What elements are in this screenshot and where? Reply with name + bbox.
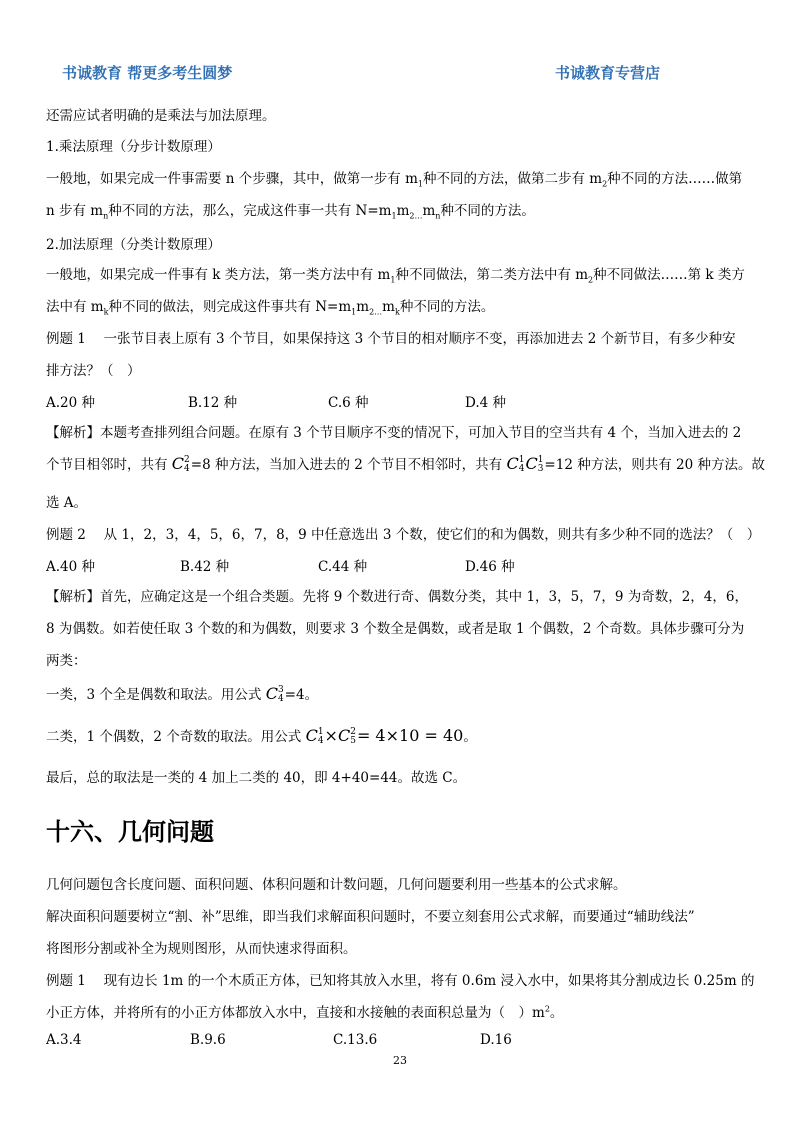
- option: D.46 种: [465, 559, 515, 575]
- text-line: 8 为偶数。如若使任取 3 个数的和为偶数，则要求 3 个数全是偶数，或者是取 1 个偶数，2 个奇数。具体步骤可分为: [46, 621, 745, 637]
- option: B.12 种: [188, 395, 238, 411]
- text-line: 例题 1 现有边长 1m 的一个木质正方体，已知将其放入水里，将有 0.6m 浸入水中，如果将其分割成边长 0.25m 的: [46, 973, 755, 989]
- section-title: 十六、几何问题: [46, 818, 214, 846]
- text-line: 【解析】本题考查排列组合问题。在原有 3 个节目顺序不变的情况下，可加入节目的空当共有 4 个，当加入进去的 2: [46, 425, 742, 441]
- formula: C 3 4: [265, 684, 284, 704]
- text-line: 个节目相邻时，共有 C 2 4 =8 种方法，当加入进去的 2 个节目不相邻时，共有 C 1 4 C 1 3 =12 种方法，则共有 20 种方法。故: [46, 454, 765, 474]
- option: A.40 种: [46, 559, 96, 575]
- text-line: 选 A。: [46, 495, 88, 511]
- text-line: 例题 2 从 1，2，3，4，5，6，7，8，9 中任意选出 3 个数，使它们的和为偶数，则共有多少种不同的选法？（ ）: [46, 527, 761, 543]
- formula: C 1 4 ×C 2 5 = 4×10 = 40: [305, 726, 464, 746]
- text-line: 【解析】首先，应确定这是一个组合类题。先将 9 个数进行奇、偶数分类，其中 1，3，5，7，9 为奇数，2，4，6，: [46, 589, 748, 605]
- option: D.16: [480, 1032, 512, 1048]
- text-line: 二类，1 个偶数，2 个奇数的取法。用公式 C 1 4 ×C 2 5 = 4×10 = 40。: [46, 726, 477, 746]
- text-line: 1.乘法原理（分步计数原理）: [46, 139, 221, 155]
- text-line: 2.加法原理（分类计数原理）: [46, 237, 221, 253]
- formula: C 1 4 C 1 3: [506, 454, 544, 474]
- option: D.4 种: [465, 395, 507, 411]
- text-line: n 步有 $m_n$种不同的方法，那么，完成这件事一共有 $N=m_1m_{2\dots}m_n$种不同的方法。: [46, 203, 535, 221]
- text-line: 一般地，如果完成一件事需要 n 个步骤，其中，做第一步有 $m_1$种不同的方法，做第二步有 $m_2$种不同的方法……做第: [46, 171, 743, 189]
- text-line: 排方法？（ ）: [46, 363, 141, 379]
- formula: C 2 4: [171, 454, 190, 474]
- option: A.20 种: [46, 395, 96, 411]
- option: C.13.6: [333, 1032, 378, 1048]
- text-line: 小正方体，并将所有的小正方体都放入水中，直接和水接触的表面积总量为（ ）$m^2$。: [46, 1004, 564, 1021]
- option: A.3.4: [46, 1032, 82, 1048]
- text-line: 一般地，如果完成一件事有 k 类方法，第一类方法中有 $m_1$种不同做法，第二类方法中有 $m_2$种不同做法……第 k 类方: [46, 267, 745, 285]
- option: C.44 种: [318, 559, 368, 575]
- option: B.42 种: [180, 559, 230, 575]
- page-number: 23: [393, 1054, 407, 1067]
- text-line: 几何问题包含长度问题、面积问题、体积问题和计数问题，几何问题要利用一些基本的公式求解。: [46, 877, 627, 893]
- header-right: 书诚教育专营店: [555, 64, 661, 82]
- text-line: 例题 1 一张节目表上原有 3 个节目，如果保持这 3 个节目的相对顺序不变，再添加进去 2 个新节目，有多少种安: [46, 331, 736, 347]
- option: C.6 种: [328, 395, 369, 411]
- text-line: 法中有 $m_k$种不同的做法，则完成这件事共有 $N=m_1m_{2\dots}m_k$种不同的方法。: [46, 299, 495, 317]
- text-line: 解决面积问题要树立“割、补”思维，即当我们求解面积问题时，不要立刻套用公式求解，而要通过“辅助线法”: [46, 909, 695, 925]
- text-line: 最后，总的取法是一类的 4 加上二类的 40，即 4+40=44。故选 C。: [46, 770, 467, 786]
- text-line: 还需应试者明确的是乘法与加法原理。: [46, 108, 276, 124]
- text-line: 两类：: [46, 653, 87, 669]
- option: B.9.6: [190, 1032, 226, 1048]
- header-left: 书诚教育 帮更多考生圆梦: [62, 64, 233, 82]
- text-line: 一类，3 个全是偶数和取法。用公式 C 3 4 =4。: [46, 684, 319, 704]
- text-line: 将图形分割或补全为规则图形，从而快速求得面积。: [46, 941, 357, 957]
